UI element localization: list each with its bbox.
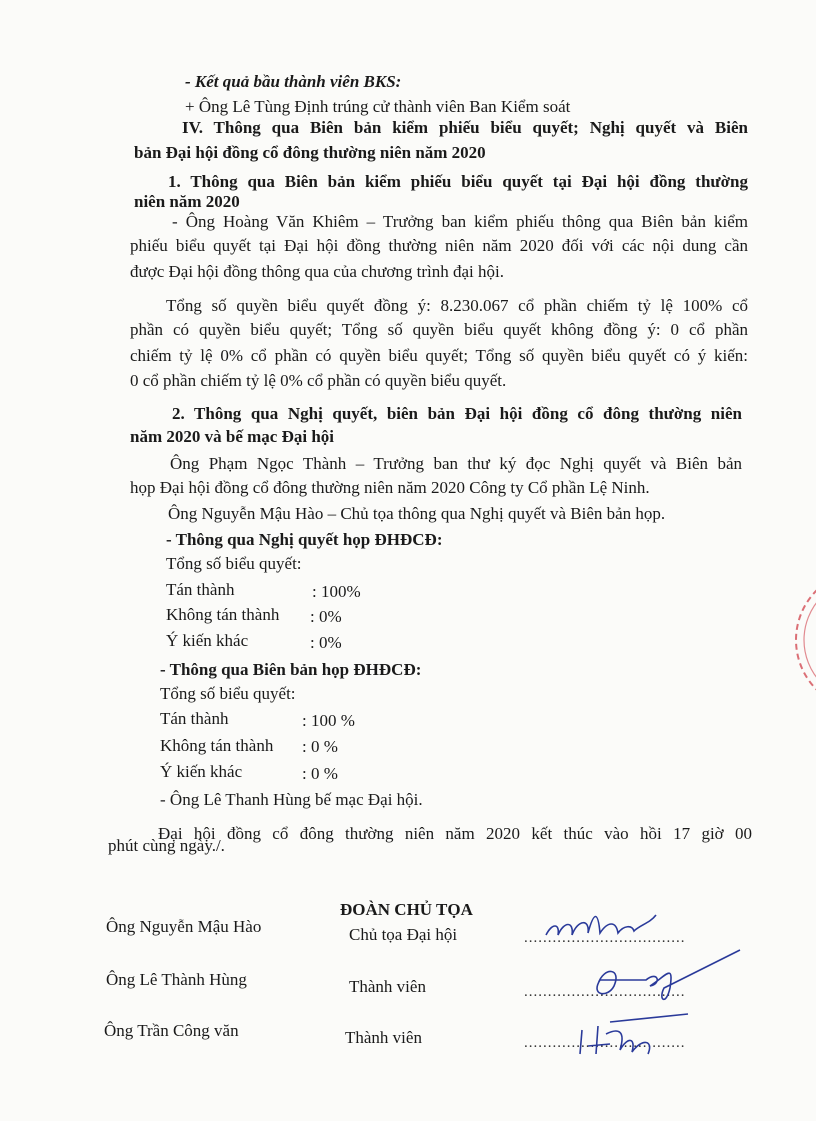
vote-row-label: Tán thành xyxy=(160,709,229,728)
signature-mark xyxy=(570,940,750,1010)
sub1-p1-line2: phiếu biểu quyết tại Đại hội đồng thường niên năm 2020 đối với các nội dung cần xyxy=(130,236,748,255)
vote-row-label: Ý kiến khác xyxy=(160,762,243,781)
member-name: Ông Lê Thành Hùng xyxy=(106,970,247,989)
signature-line: .................................. xyxy=(524,1035,686,1051)
sub1-title-line2: niên năm 2020 xyxy=(134,192,240,211)
vote-row-value: : 0% xyxy=(310,607,342,626)
signature-mark xyxy=(570,1010,700,1060)
vote-resolution-heading: - Thông qua Nghị quyết họp ĐHĐCĐ: xyxy=(166,530,443,549)
bks-result-heading: - Kết quả bầu thành viên BKS: xyxy=(185,72,402,91)
sub1-p2-line1: Tổng số quyền biểu quyết đồng ý: 8.230.067 cổ phần chiếm tỷ lệ 100% cổ xyxy=(166,296,748,315)
signature-line: .................................. xyxy=(524,984,686,1000)
signature-line: .................................. xyxy=(524,930,686,946)
member-role: Chủ tọa Đại hội xyxy=(349,925,458,944)
sub2-p2: Ông Nguyễn Mậu Hào – Chủ tọa thông qua Nghị quyết và Biên bản họp. xyxy=(168,504,666,523)
vote-minutes-total: Tổng số biểu quyết: xyxy=(160,684,296,703)
sub1-p2-line3: chiếm tỷ lệ 0% cổ phần có quyền biểu quyết; Tổng số quyền biểu quyết có ý kiến: xyxy=(130,346,748,365)
member-name: Ông Trần Công văn xyxy=(104,1021,239,1040)
vote-row-value: : 100% xyxy=(312,582,361,601)
sub1-title-line1: 1. Thông qua Biên bản kiểm phiếu biểu quyết tại Đại hội đồng thường xyxy=(168,172,748,191)
vote-row-value: : 100 % xyxy=(302,711,355,730)
sub1-p2-line4: 0 cổ phần chiếm tỷ lệ 0% cổ phần có quyền biểu quyết. xyxy=(130,371,507,390)
end-line1: Đại hội đồng cổ đông thường niên năm 2020 kết thúc vào hồi 17 giờ 00 xyxy=(158,824,752,843)
member-role: Thành viên xyxy=(349,977,426,996)
sub2-title-line1: 2. Thông qua Nghị quyết, biên bản Đại hội đồng cổ đông thường niên xyxy=(172,404,742,423)
vote-row-value: : 0% xyxy=(310,633,342,652)
vote-resolution-total: Tổng số biểu quyết: xyxy=(166,554,302,573)
end-line2: phút cùng ngày./. xyxy=(108,836,225,855)
section4-title-line2: bản Đại hội đồng cổ đông thường niên năm 2020 xyxy=(134,143,486,162)
sub1-p1-line1: - Ông Hoàng Văn Khiêm – Trưởng ban kiểm phiếu thông qua Biên bản kiểm xyxy=(172,212,748,231)
bks-result-item: + Ông Lê Tùng Định trúng cử thành viên Ban Kiểm soát xyxy=(185,97,571,116)
sub2-title-line2: năm 2020 và bế mạc Đại hội xyxy=(130,427,334,446)
closing-line: - Ông Lê Thanh Hùng bế mạc Đại hội. xyxy=(160,790,423,809)
stamp-edge xyxy=(786,560,816,720)
vote-row-value: : 0 % xyxy=(302,737,338,756)
member-name: Ông Nguyễn Mậu Hào xyxy=(106,917,262,936)
vote-minutes-heading: - Thông qua Biên bản họp ĐHĐCĐ: xyxy=(160,660,422,679)
sub1-p1-line3: được Đại hội đồng thông qua của chương trình đại hội. xyxy=(130,262,504,281)
sub2-p1-line1: Ông Phạm Ngọc Thành – Trưởng ban thư ký đọc Nghị quyết và Biên bản xyxy=(170,454,742,473)
member-role: Thành viên xyxy=(345,1028,422,1047)
vote-row-label: Không tán thành xyxy=(166,605,280,624)
section4-title-line1: IV. Thông qua Biên bản kiểm phiếu biểu quyết; Nghị quyết và Biên xyxy=(182,118,748,137)
sub1-p2-line2: phần có quyền biểu quyết; Tổng số quyền biểu quyết không đồng ý: 0 cổ phần xyxy=(130,320,748,339)
vote-row-label: Không tán thành xyxy=(160,736,274,755)
signature-mark xyxy=(538,905,678,945)
vote-row-label: Ý kiến khác xyxy=(166,631,249,650)
presidium-title: ĐOÀN CHỦ TỌA xyxy=(340,900,473,919)
sub2-p1-line2: họp Đại hội đồng cổ đông thường niên năm 2020 Công ty Cổ phần Lệ Ninh. xyxy=(130,478,650,497)
vote-row-label: Tán thành xyxy=(166,580,235,599)
vote-row-value: : 0 % xyxy=(302,764,338,783)
